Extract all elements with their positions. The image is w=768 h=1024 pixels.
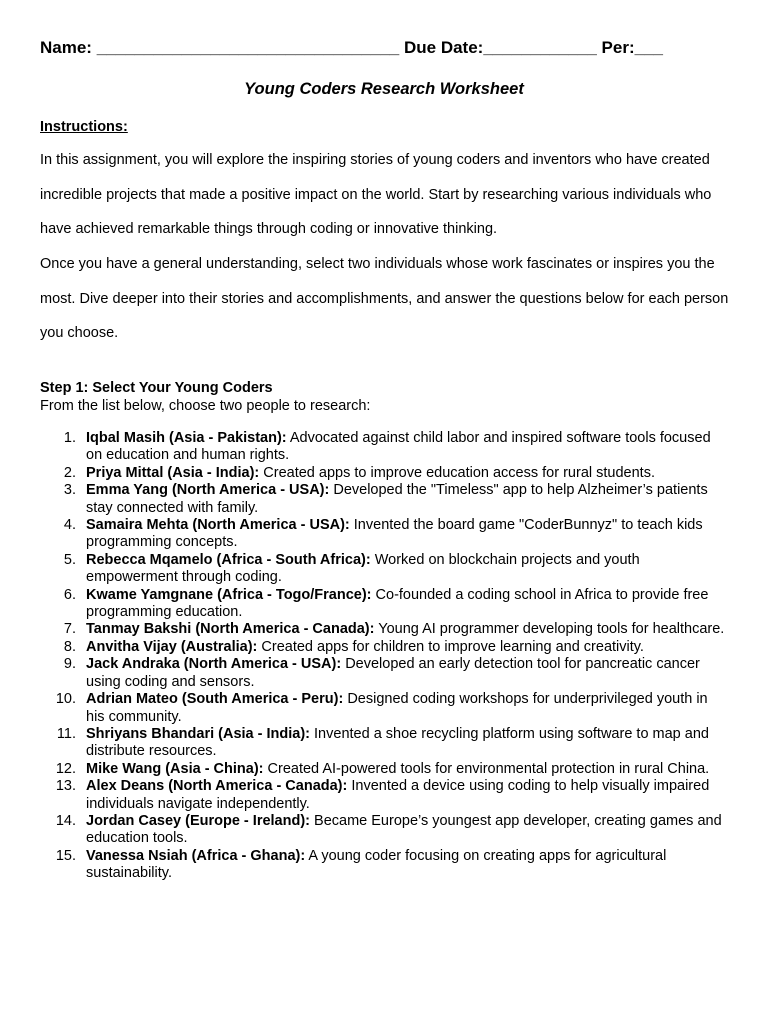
coder-name: Tanmay Bakshi (North America - Canada):	[86, 621, 375, 638]
coder-number: 3.	[63, 482, 76, 499]
name-blank: ________________________________	[96, 38, 400, 57]
coder-list-item	[40, 691, 728, 726]
coder-number: 4.	[63, 517, 76, 534]
coder-name: Shriyans Bhandari (Asia - India):	[86, 725, 310, 742]
coder-list-item	[40, 621, 728, 638]
coder-list-item	[40, 639, 728, 656]
coder-description: Created apps for children to improve learning and creativity.	[261, 638, 644, 655]
coder-list-item	[40, 778, 728, 813]
coder-list-item	[40, 587, 728, 622]
coder-name: Priya Mittal (Asia - India):	[86, 464, 260, 481]
coder-name: Kwame Yamgnane (Africa - Togo/France):	[86, 586, 372, 603]
coder-name: Rebecca Mqamelo (Africa - South Africa):	[86, 551, 371, 568]
name-label: Name:	[40, 38, 92, 57]
period-blank: ___	[634, 38, 663, 57]
worksheet-title: Young Coders Research Worksheet	[244, 80, 524, 98]
coder-name: Emma Yang (North America - USA):	[86, 482, 330, 499]
coder-list-item	[40, 848, 728, 883]
coder-number: 6.	[63, 586, 76, 603]
due-date-blank: ____________	[483, 38, 597, 57]
coder-list-item	[40, 726, 728, 761]
coder-number: 11.	[56, 725, 76, 742]
coder-list-item	[40, 761, 728, 778]
instructions-paragraph-2: Once you have a general understanding, select two individuals whose work fascinates or inspires you the most. Dive deeper into their stories and accomplishments, and answer the questions below for each person you choose.	[40, 256, 729, 342]
coder-list-item	[40, 465, 728, 482]
coder-list-item	[40, 813, 728, 848]
step1-heading: Step 1: Select Your Young Coders	[40, 380, 273, 396]
coder-list-item	[40, 552, 728, 587]
coder-list-item	[40, 656, 728, 691]
coder-description: Invented a device using coding to help visually impaired individuals navigate independently.	[86, 778, 710, 812]
coder-number: 13.	[55, 778, 76, 795]
coder-description: Developed an early detection tool for pancreatic cancer using coding and sensors.	[86, 656, 700, 690]
coder-name: Samaira Mehta (North America - USA):	[86, 517, 350, 534]
coder-description: A young coder focusing on creating apps for agricultural sustainability.	[86, 847, 667, 882]
coder-number: 14.	[55, 812, 76, 829]
coder-description: Co-founded a coding school in Africa to provide free programming education.	[86, 586, 709, 621]
coder-description: Invented the board game "CoderBunnyz" to teach kids programming concepts.	[86, 517, 703, 551]
instructions-heading: Instructions:	[40, 119, 128, 135]
coder-description: Designed coding workshops for underprivileged youth in his community.	[86, 691, 708, 725]
coder-name: Mike Wang (Asia - China):	[86, 760, 264, 777]
coder-description: Invented a shoe recycling platform using software to map and distribute resources.	[86, 725, 709, 760]
coder-description: Developed the "Timeless" app to help Alzheimer’s patients stay connected with family.	[86, 482, 708, 516]
coder-number: 1.	[63, 430, 76, 446]
coder-description: Advocated against child labor and inspired software tools focused on education and human rights.	[86, 430, 711, 464]
instructions-paragraph-1: In this assignment, you will explore the inspiring stories of young coders and inventors who have created incredible projects that made a positive impact on the world. Start by researching various individuals who have achieved remarkable things through coding or innovative thinking.	[40, 152, 712, 238]
coder-number: 7.	[63, 621, 76, 638]
coder-name: Adrian Mateo (South America - Peru):	[86, 691, 344, 708]
coder-list-item	[40, 430, 728, 465]
coder-number: 12.	[55, 760, 76, 777]
coder-description: Worked on blockchain projects and youth empowerment through coding.	[86, 551, 640, 586]
coder-name: Alex Deans (North America - Canada):	[86, 778, 348, 795]
coder-description: Created apps to improve education access for rural students.	[263, 464, 655, 481]
coder-list	[40, 430, 728, 883]
coder-number: 9.	[63, 656, 76, 673]
coder-name: Iqbal Masih (Asia - Pakistan):	[86, 430, 287, 446]
coder-name: Anvitha Vijay (Australia):	[86, 638, 258, 655]
coder-number: 8.	[63, 638, 76, 655]
coder-list-item	[40, 517, 728, 552]
coder-number: 2.	[63, 464, 76, 481]
coder-description: Created AI-powered tools for environmental protection in rural China.	[267, 760, 710, 777]
coder-number: 5.	[63, 551, 76, 568]
coder-description: Young AI programmer developing tools for healthcare.	[378, 621, 725, 638]
header-line	[40, 38, 730, 58]
coder-name: Jack Andraka (North America - USA):	[86, 656, 342, 673]
coder-number: 15.	[55, 847, 76, 864]
period-label: Per:	[601, 38, 635, 57]
coder-list-item	[40, 482, 728, 517]
coder-number: 10.	[55, 691, 76, 708]
coder-name: Jordan Casey (Europe - Ireland):	[86, 812, 310, 829]
step1-subtext: From the list below, choose two people to research:	[40, 398, 371, 414]
coder-name: Vanessa Nsiah (Africa - Ghana):	[86, 847, 306, 864]
coder-description: Became Europe’s youngest app developer, creating games and education tools.	[86, 812, 722, 847]
due-date-label: Due Date:	[403, 38, 484, 57]
